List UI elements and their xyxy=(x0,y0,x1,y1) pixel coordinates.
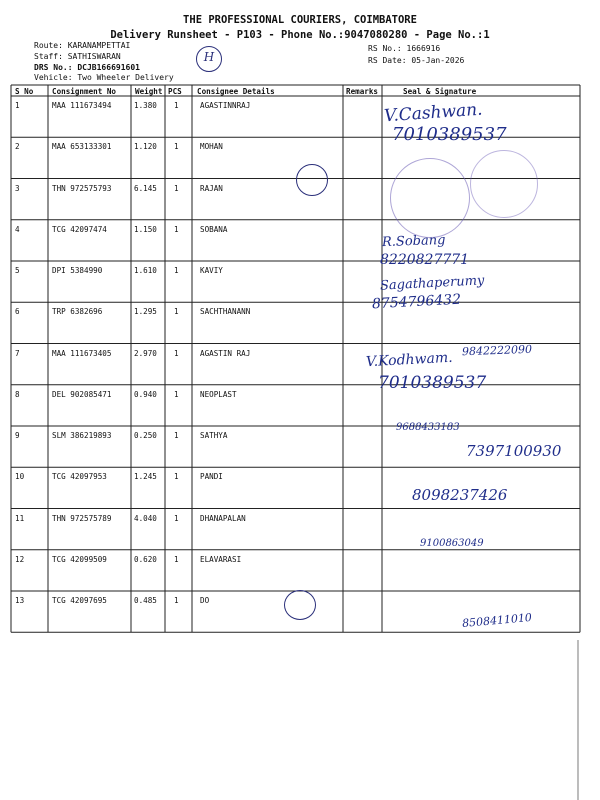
row-sno: 1 xyxy=(15,101,20,110)
row-pcs: 1 xyxy=(174,266,179,275)
row-consignment-no: MAA 111673405 xyxy=(52,348,112,358)
route-label: Route: KARANAMPETTAI xyxy=(34,41,131,50)
row-pcs: 1 xyxy=(174,348,179,358)
row-consignee: KAVIY xyxy=(200,266,223,275)
row-consignee: NEOPLAST xyxy=(200,389,237,399)
row-weight: 1.610 xyxy=(134,266,157,275)
row-pcs: 1 xyxy=(174,513,179,523)
row-pcs: 1 xyxy=(174,183,179,193)
row-weight: 1.245 xyxy=(134,472,157,482)
row-consignee: SACHTHANANN xyxy=(200,307,251,317)
signature-row-4: R.Sobang xyxy=(381,232,446,251)
row-consignee: SOBANA xyxy=(200,224,228,234)
row-pcs: 1 xyxy=(174,472,179,482)
row-sno: 6 xyxy=(15,307,20,317)
row-consignment-no: TCG 42097474 xyxy=(52,224,107,234)
drs-number: DRS No.: DCJB166691601 xyxy=(34,63,140,72)
row-consignment-no: TCG 42099509 xyxy=(52,554,107,564)
row-sno: 3 xyxy=(15,183,20,193)
col-header-pcs: PCS xyxy=(168,87,182,96)
row-consignment-no: MAA 111673494 xyxy=(52,101,112,110)
row-consignment-no: SLM 386219893 xyxy=(52,431,112,440)
phone-row-1: 7010389537 xyxy=(392,124,507,145)
row-pcs: 1 xyxy=(174,224,179,234)
row-consignment-no: MAA 653133301 xyxy=(52,142,112,152)
row-consignment-no: THN 972575789 xyxy=(52,513,112,523)
handwritten-circle-row-3 xyxy=(296,164,328,196)
row-consignee: SATHYA xyxy=(200,431,228,440)
row-consignee: AGASTIN RAJ xyxy=(200,348,251,358)
row-consignment-no: TCG 42097695 xyxy=(52,596,107,605)
col-header-consignment: Consignment No xyxy=(52,87,117,96)
signature-row-7: V.Kodhwam. xyxy=(365,349,454,371)
row-weight: 1.295 xyxy=(134,307,157,317)
company-name: THE PROFESSIONAL COURIERS, COIMBATORE xyxy=(183,14,417,26)
staff-label: Staff: SATHISWARAN xyxy=(34,52,121,61)
row-weight: 0.940 xyxy=(134,389,157,399)
phone-row-13: 8508411010 xyxy=(461,610,533,631)
row-sno: 4 xyxy=(15,224,20,234)
phone-row-7: 7010389537 xyxy=(378,373,487,393)
phone-row-8: 9688433183 xyxy=(396,422,460,433)
row-weight: 4.040 xyxy=(134,513,157,523)
row-weight: 0.620 xyxy=(134,554,157,564)
row-consignee: MOHAN xyxy=(200,142,223,152)
row-pcs: 1 xyxy=(174,389,179,399)
row-pcs: 1 xyxy=(174,596,179,605)
row-weight: 6.145 xyxy=(134,183,157,193)
row-sno: 10 xyxy=(15,472,25,482)
signature-row-5: Sagathaperumy xyxy=(379,273,485,294)
row-sno: 13 xyxy=(15,596,25,605)
row-pcs: 1 xyxy=(174,431,179,440)
col-header-seal: Seal & Signature xyxy=(403,87,477,96)
phone-row-5: 8754796432 xyxy=(371,291,462,313)
row-consignment-no: DPI 5384990 xyxy=(52,266,103,275)
row-consignee: DO xyxy=(200,596,210,605)
row-pcs: 1 xyxy=(174,142,179,152)
row-consignee: AGASTINNRAJ xyxy=(200,101,251,110)
row-consignee: DHANAPALAN xyxy=(200,513,246,523)
row-weight: 0.485 xyxy=(134,596,157,605)
col-header-remarks: Remarks xyxy=(346,87,379,96)
row-weight: 1.150 xyxy=(134,224,157,234)
row-sno: 2 xyxy=(15,142,20,152)
row-consignment-no: DEL 902085471 xyxy=(52,389,112,399)
row-pcs: 1 xyxy=(174,554,179,564)
courier-seal-stamp xyxy=(390,158,470,238)
handwritten-h: H xyxy=(203,50,215,64)
row-sno: 9 xyxy=(15,431,20,440)
rs-number: RS No.: 1666916 xyxy=(368,44,441,53)
row-weight: 1.380 xyxy=(134,101,157,110)
row-consignment-no: TRP 6382696 xyxy=(52,307,103,317)
row-consignee: ELAVARASI xyxy=(200,554,242,564)
row-weight: 1.120 xyxy=(134,142,157,152)
row-sno: 12 xyxy=(15,554,25,564)
row-sno: 8 xyxy=(15,389,20,399)
runsheet-title: Delivery Runsheet - P103 - Phone No.:9047080280 - Page No.:1 xyxy=(110,29,490,41)
col-header-weight: Weight xyxy=(135,87,163,96)
phone-row-4: 8220827771 xyxy=(380,252,470,268)
row-consignee: RAJAN xyxy=(200,183,223,193)
col-header-consignee: Consignee Details xyxy=(197,87,275,96)
row-consignment-no: THN 972575793 xyxy=(52,183,112,193)
phone-row-9: 7397100930 xyxy=(466,442,562,460)
row-sno: 7 xyxy=(15,348,20,358)
vehicle-label: Vehicle: Two Wheeler Delivery xyxy=(34,73,174,82)
row-pcs: 1 xyxy=(174,101,179,110)
phone-row-6: 9842222090 xyxy=(461,342,533,359)
signature-row-1: V.Cashwan. xyxy=(383,99,484,127)
col-header-sno: S No xyxy=(15,87,34,96)
handwritten-circle-row-13 xyxy=(284,590,316,620)
phone-row-11: 9100863049 xyxy=(420,538,484,549)
row-sno: 11 xyxy=(15,513,25,523)
row-consignee: PANDI xyxy=(200,472,223,482)
phone-row-10: 8098237426 xyxy=(412,486,508,504)
row-consignment-no: TCG 42097953 xyxy=(52,472,107,482)
row-weight: 0.250 xyxy=(134,431,157,440)
row-sno: 5 xyxy=(15,266,20,275)
courier-seal-stamp-2 xyxy=(470,150,538,218)
row-pcs: 1 xyxy=(174,307,179,317)
row-weight: 2.970 xyxy=(134,348,157,358)
rs-date: RS Date: 05-Jan-2026 xyxy=(368,56,465,65)
